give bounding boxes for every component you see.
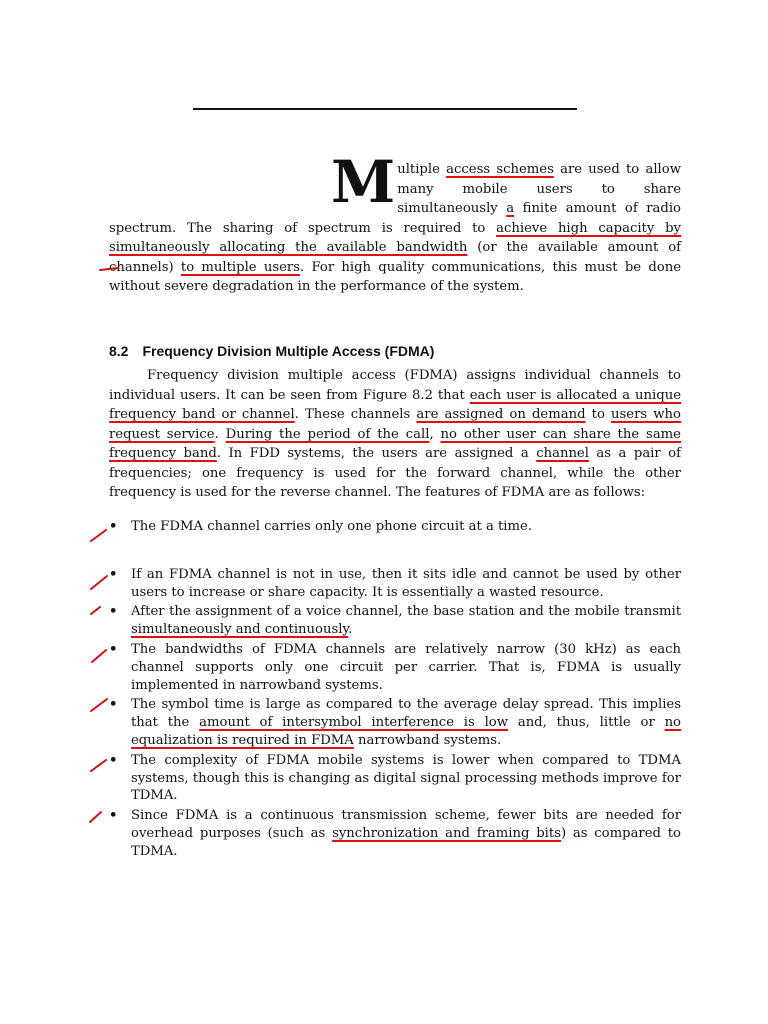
check-mark-icon <box>91 760 106 771</box>
bullet-icon: • <box>109 641 118 657</box>
bullet-icon: • <box>109 566 118 582</box>
text-run: narrowband systems. <box>353 732 502 748</box>
dash-mark-icon <box>100 268 118 270</box>
bullet-icon: • <box>109 604 118 620</box>
text-run: ) as compared to TDMA. <box>131 825 681 859</box>
text-run: are used to allow many mobile users to share simultaneously <box>397 162 681 216</box>
underlined-text: achieve high capacity by simultaneously allocating the available bandwidth <box>109 220 681 255</box>
bullet-icon: • <box>109 752 118 768</box>
underlined-text: users who request service <box>109 407 681 442</box>
text-run: . <box>348 622 353 638</box>
text-run: After the assignment of a voice channel, the base station and the mobile transmit <box>131 604 681 620</box>
check-mark-icon <box>91 607 100 614</box>
underlined-text: During the period of the call <box>225 426 430 442</box>
text-run: The bandwidths of FDMA channels are relatively narrow (30 kHz) as each channel supports only one circuit per carrier. That is, FDMA is usually implemented in narrowband systems. <box>131 641 681 693</box>
text-run: finite amount of radio spectrum. The sharing of spectrum is required to <box>109 201 681 236</box>
text-run: . For high quality communications, this must be done without severe degradation in the performance of the system. <box>109 259 681 294</box>
section-number: 8.2 <box>109 343 129 359</box>
text-run: . These channels <box>294 407 417 422</box>
text-run: Frequency division multiple access (FDMA) assigns individual channels to individual users. It can be seen from Figure 8.2 that <box>109 368 681 403</box>
text-run: The complexity of FDMA mobile systems is lower when compared to TDMA systems, though this is changing as digital signal processing methods improve for TDMA. <box>131 752 681 804</box>
check-mark-icon <box>90 812 101 822</box>
text-run: The FDMA channel carries only one phone circuit at a time. <box>131 519 533 534</box>
text-run: as a pair of frequencies; one frequency is used for the forward channel, while the other frequency is used for the reverse channel. The features of FDMA are as follows: <box>109 446 682 500</box>
underlined-text: a <box>506 201 515 216</box>
bullet-icon: • <box>109 519 118 534</box>
text-run: , <box>429 426 441 442</box>
drop-cap: M <box>331 148 396 216</box>
text-run: Since FDMA is a continuous transmission scheme, fewer bits are needed for overhead purposes (such as <box>131 808 681 841</box>
text-run: ultiple <box>397 162 447 177</box>
underlined-text: simultaneously and continuously <box>131 622 349 638</box>
section-title: Frequency Division Multiple Access (FDMA) <box>142 343 435 359</box>
check-mark-icon <box>91 530 106 541</box>
text-run: . In FDD systems, the users are assigned a <box>216 446 537 461</box>
underlined-text: amount of intersymbol interference is low <box>199 715 509 731</box>
bullet-icon: • <box>109 697 118 713</box>
underlined-text: channel <box>536 446 589 461</box>
underlined-text: no other user can share the same frequency band <box>109 426 681 461</box>
bullet-icon: • <box>109 808 118 824</box>
underlined-text: synchronization and framing bits <box>332 825 561 841</box>
check-mark-icon <box>91 699 107 711</box>
underlined-text: each user is allocated a unique frequency band or channel <box>109 387 681 422</box>
text-run: If an FDMA channel is not in use, then it sits idle and cannot be used by other users to increase or share capacity. It is essentially a wasted resource. <box>131 566 681 600</box>
underlined-text: access schemes <box>446 162 554 177</box>
underlined-text: no equalization is required in FDMA <box>131 715 681 748</box>
text-run: The symbol time is large as compared to the average delay spread. This implies that the <box>131 697 681 731</box>
text-run: and, thus, little or <box>508 715 665 731</box>
text-run: . <box>214 426 226 442</box>
check-mark-icon <box>91 576 107 589</box>
underlined-text: to multiple users <box>180 259 301 275</box>
text-run: to <box>585 407 612 422</box>
underlined-text: are assigned on demand <box>416 407 586 422</box>
check-mark-icon <box>92 650 106 662</box>
text-run: (or the available amount of channels) <box>109 240 682 275</box>
